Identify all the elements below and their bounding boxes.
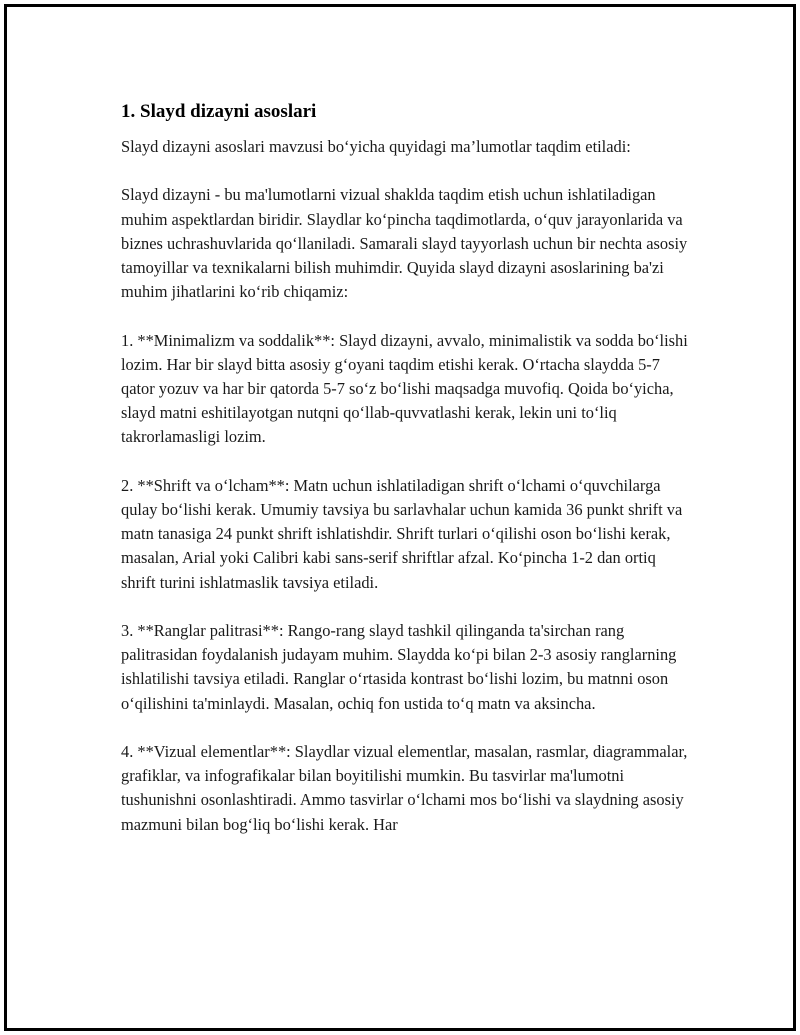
section-heading: 1. Slayd dizayni asoslari [121,101,317,122]
color-palette-paragraph: 3. **Ranglar palitrasi**: Rango-rang slayd tashkil qilinganda ta'sirchan rang palitrasidan foydalanish judayam muhim. Slaydda ko‘pi bilan 2-3 asosiy ranglarning ishlatilishi tavsiya etiladi. Ranglar o‘rtasida kontrast bo‘lishi lozim, bu matnni oson o‘qilishini ta'minlaydi. Masalan, ochiq fon ustida to‘q matn va aksincha. [121,621,677,713]
overview-paragraph: Slayd dizayni - bu ma'lumotlarni vizual shaklda taqdim etish uchun ishlatiladigan muhim aspektlardan biridir. Slaydlar ko‘pincha taqdimotlarda, o‘quv jarayonlarida va biznes uchrashuvlarida qo‘llaniladi. Samarali slayd tayyorlash uchun bir nechta asosiy tamoyillar va texnikalarni bilish muhimdir. Quyida slayd dizayni asoslarining ba'zi muhim jihatlarini ko‘rib chiqamiz: [121,185,688,302]
visual-elements-paragraph: 4. **Vizual elementlar**: Slaydlar vizual elementlar, masalan, rasmlar, diagrammalar, grafiklar, va infografikalar bilan boyitilishi mumkin. Bu tasvirlar ma'lumotni tushunishni osonlashtiradi. Ammo tasvirlar o‘lchami mos bo‘lishi va slaydning asosiy mazmuni bilan bog‘liq bo‘lishi kerak. Har [121,742,688,834]
minimalism-paragraph: 1. **Minimalizm va soddalik**: Slayd dizayni, avvalo, minimalistik va sodda bo‘lishi lozim. Har bir slayd bitta asosiy g‘oyani taqdim etishi kerak. O‘rtacha slaydda 5-7 qator yozuv va har bir qatorda 5-7 so‘z bo‘lishi maqsadga muvofiq. Qoida bo‘yicha, slayd matni eshitilayotgan nutqni qo‘llab-quvvatlashi kerak, lekin uni to‘liq takrorlamasligi lozim. [121,330,688,447]
page-frame [4,4,796,1031]
intro-paragraph: Slayd dizayni asoslari mavzusi bo‘yicha quyidagi ma’lumotlar taqdim etiladi: [121,137,631,156]
font-size-paragraph: 2. **Shrift va o‘lcham**: Matn uchun ishlatiladigan shrift o‘lchami o‘quvchilarga qulay bo‘lishi kerak. Umumiy tavsiya bu sarlavhalar uchun kamida 36 punkt shrift va matn tanasiga 24 punkt shrift ishlatishdir. Shrift turlari o‘qilishi oson bo‘lishi kerak, masalan, Arial yoki Calibri kabi sans-serif shriftlar afzal. Ko‘pincha 1-2 dan ortiq shrift turini ishlatmaslik tavsiya etiladi. [121,475,683,592]
document-body [121,100,691,861]
